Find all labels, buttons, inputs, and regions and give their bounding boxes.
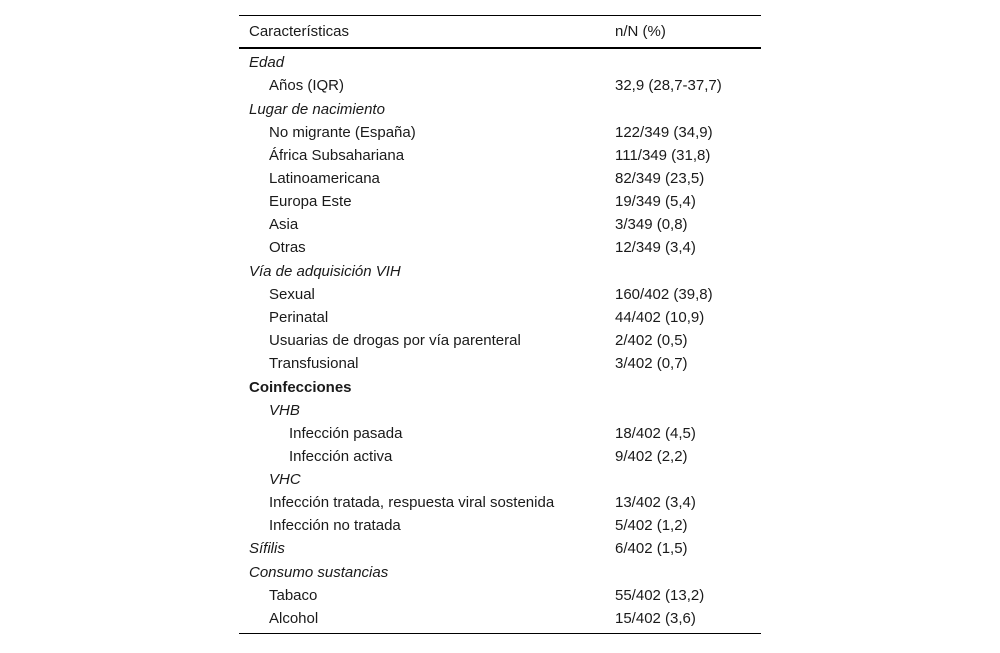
row-value: 19/349 (5,4)	[615, 193, 696, 210]
table-row-section	[239, 560, 761, 584]
row-label: Transfusional	[269, 355, 359, 372]
row-label: Infección no tratada	[269, 517, 401, 534]
row-label: Alcohol	[269, 610, 319, 627]
row-label: Sexual	[269, 286, 315, 303]
row-value: 44/402 (10,9)	[615, 309, 705, 326]
table-row	[239, 584, 761, 607]
section-label-consumo-sustancias: Consumo sustancias	[249, 564, 389, 581]
table-row	[239, 144, 761, 167]
section-label-edad: Edad	[249, 54, 285, 71]
table-row	[239, 190, 761, 213]
row-value: 32,9 (28,7-37,7)	[615, 77, 722, 94]
table-row	[239, 283, 761, 306]
row-label: Tabaco	[269, 587, 318, 604]
table-row	[239, 491, 761, 514]
row-value: 18/402 (4,5)	[615, 425, 696, 442]
table-row	[239, 537, 761, 560]
header-characteristics: Características	[249, 23, 350, 40]
header-count-percent: n/N (%)	[615, 23, 666, 40]
row-label: Asia	[269, 216, 299, 233]
table-row	[239, 352, 761, 375]
table-row-section	[239, 375, 761, 399]
table-row-section	[239, 259, 761, 283]
row-label: Usuarias de drogas por vía parenteral	[269, 332, 521, 349]
table-row-section	[239, 50, 761, 74]
section-label-coinfecciones: Coinfecciones	[249, 379, 352, 396]
row-value: 9/402 (2,2)	[615, 448, 688, 465]
row-label: Infección pasada	[289, 425, 403, 442]
row-value: 160/402 (39,8)	[615, 286, 713, 303]
table-row	[239, 514, 761, 537]
table-row	[239, 213, 761, 236]
table-row-subsection	[239, 468, 761, 491]
row-label: Perinatal	[269, 309, 329, 326]
row-label: Otras	[269, 239, 306, 256]
row-value: 2/402 (0,5)	[615, 332, 688, 349]
row-label: Infección activa	[289, 448, 393, 465]
section-label-via-adquisicion: Vía de adquisición VIH	[249, 263, 401, 280]
subsection-label-vhc: VHC	[269, 471, 301, 488]
row-label: África Subsahariana	[269, 147, 405, 164]
row-label: Años (IQR)	[269, 77, 345, 94]
row-value: 13/402 (3,4)	[615, 494, 696, 511]
section-label-lugar-nacimiento: Lugar de nacimiento	[249, 101, 385, 118]
table-row	[239, 236, 761, 259]
row-value: 15/402 (3,6)	[615, 610, 696, 627]
table-row	[239, 422, 761, 445]
table-row	[239, 121, 761, 144]
row-value: 12/349 (3,4)	[615, 239, 696, 256]
row-value: 3/402 (0,7)	[615, 355, 688, 372]
row-label: Infección tratada, respuesta viral sostenida	[269, 494, 555, 511]
row-value: 3/349 (0,8)	[615, 216, 688, 233]
row-label-sifilis: Sífilis	[249, 540, 285, 557]
row-value: 55/402 (13,2)	[615, 587, 705, 604]
row-value: 111/349 (31,8)	[615, 147, 711, 164]
row-label: Europa Este	[269, 193, 352, 210]
table-row	[239, 445, 761, 468]
table-row	[239, 607, 761, 630]
table-row	[239, 306, 761, 329]
table-row	[239, 74, 761, 97]
table-row-subsection	[239, 399, 761, 422]
row-label: Latinoamericana	[269, 170, 380, 187]
subsection-label-vhb: VHB	[269, 402, 300, 419]
table-row	[239, 167, 761, 190]
row-value: 82/349 (23,5)	[615, 170, 705, 187]
row-label: No migrante (España)	[269, 124, 416, 141]
row-value: 6/402 (1,5)	[615, 540, 688, 557]
table-row-section	[239, 97, 761, 121]
characteristics-table	[239, 15, 761, 634]
table-row	[239, 329, 761, 352]
table-header-row	[239, 16, 761, 47]
row-value: 122/349 (34,9)	[615, 124, 713, 141]
table-bottom-rule	[239, 633, 761, 634]
row-value: 5/402 (1,2)	[615, 517, 688, 534]
